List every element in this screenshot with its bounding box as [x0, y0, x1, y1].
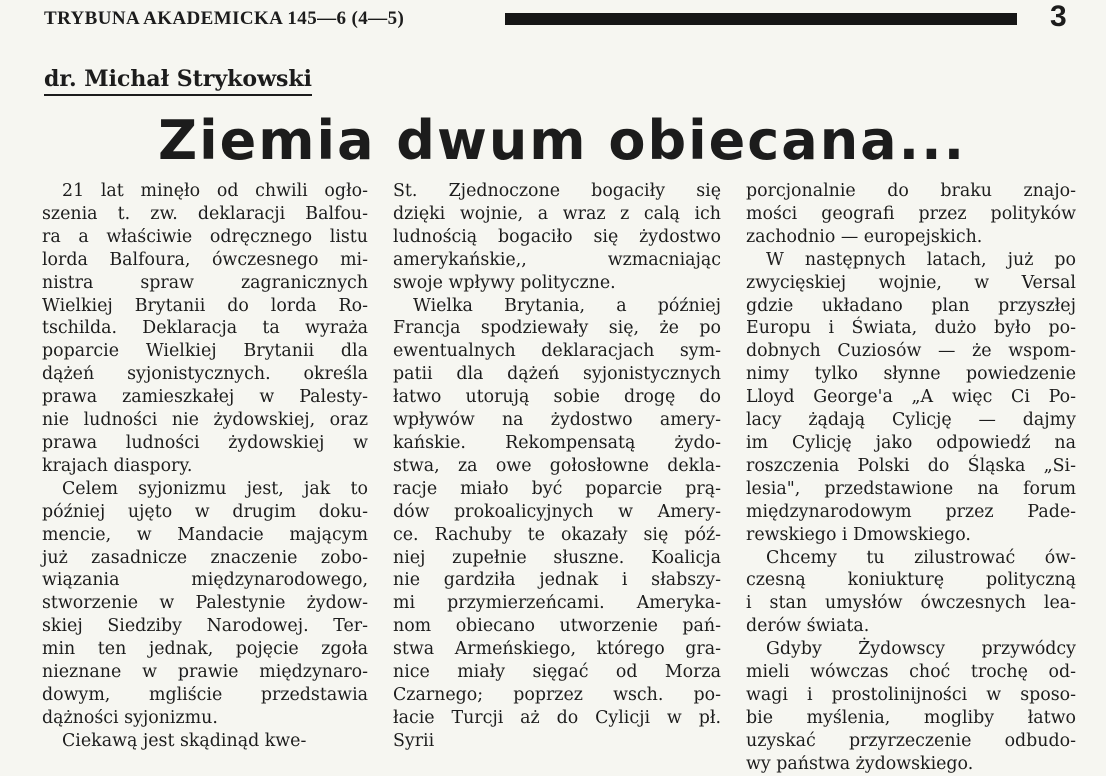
text-line: tschilda. Deklaracja ta wyraża [42, 318, 368, 339]
text-line: wagi i prostolinijności w sposo- [746, 684, 1076, 705]
text-line: nimy tylko słynne powiedzenie [746, 364, 1076, 385]
text-line: nice miały sięgać od Morza [393, 662, 721, 683]
text-line: zachodnio — europejskich. [746, 226, 983, 247]
text-line: uzyskać przyrzeczenie odbudo- [746, 730, 1076, 751]
text-line: Chcemy tu zilustrować ów- [766, 547, 1076, 568]
text-line: wy państwa żydowskiego. [746, 753, 974, 774]
text-line: czesną koniukturę polityczną [746, 570, 1076, 591]
page-number: 3 [1050, 0, 1067, 33]
text-line: lorda Balfoura, ówczesnego mi- [42, 249, 368, 270]
text-line: dów prokoalicyjnych w Amery- [393, 501, 721, 522]
text-line: Syrii [393, 730, 435, 751]
header-rule [505, 13, 1017, 25]
text-line: zwycięskiej wojnie, w Versal [746, 272, 1076, 293]
text-line: później ujęto w drugim doku- [42, 501, 368, 522]
text-line: min ten jednak, pojęcie zgoła [42, 639, 368, 660]
text-line: dobnych Cuziosów — że wspom- [746, 341, 1076, 362]
article-title: Ziemia dwum obiecana... [158, 109, 967, 172]
text-line: 21 lat minęło od chwili ogło- [62, 181, 368, 201]
article-column-3 [746, 180, 1076, 776]
text-line: Francja spodziewały się, że po [393, 318, 721, 339]
text-line: mencie, w Mandacie mającym [42, 524, 368, 545]
text-line: gdzie układano plan przyszłej [746, 295, 1076, 316]
text-line: Celem syjonizmu jest, jak to [62, 478, 368, 499]
text-line: dążności syjonizmu. [42, 707, 218, 728]
text-line: lesia", przedstawione na forum [746, 478, 1076, 499]
text-line: nie ludności nie żydowskiej, oraz [42, 410, 368, 431]
text-line: łacie Turcji aż do Cylicji w pł. [393, 707, 721, 728]
masthead: TRYBUNA AKADEMICKA 145—6 (4—5) [44, 8, 405, 29]
text-line: międzynarodowym przez Pade- [746, 501, 1076, 522]
text-line: ce. Rachuby te okazały się póź- [393, 524, 721, 545]
article-column-2 [393, 180, 721, 753]
text-line: prawa ludności żydowskiej w [42, 432, 368, 453]
text-line: ewentualnych deklaracjach sym- [393, 341, 721, 362]
text-line: krajach diaspory. [42, 455, 193, 476]
text-line: łatwo utorują sobie drogę do [393, 387, 721, 408]
author-byline: dr. Michał Strykowski [44, 66, 312, 96]
text-line: St. Zjednoczone bogaciły się [393, 181, 721, 201]
text-line: prawa zamieszkałej w Palesty- [42, 387, 368, 408]
text-line: i stan umysłów ówczesnych lea- [746, 593, 1076, 614]
text-line: porcjonalnie do braku znajo- [746, 181, 1076, 201]
text-line: derów świata. [746, 616, 870, 637]
text-line: dążeń syjonistycznych. określa [42, 364, 368, 385]
text-line: Wielkiej Brytanii do lorda Ro- [42, 295, 368, 316]
text-line: Gdyby Żydowscy przywódcy [766, 639, 1076, 660]
text-line: Czarnego; poprzez wsch. po- [393, 684, 721, 705]
text-line: rewskiego i Dmowskiego. [746, 524, 971, 545]
text-line: ra a właściwie odręcznego listu [42, 226, 368, 247]
text-line: wiązania międzynarodowego, [42, 570, 368, 591]
text-line: mieli wówczas choć trochę od- [746, 662, 1076, 683]
text-line: poparcie Wielkiej Brytanii dla [42, 341, 368, 362]
text-line: roszczenia Polski do Śląska „Si- [746, 455, 1076, 476]
text-line: dzięki wojnie, a wraz z calą ich [393, 203, 721, 224]
text-line: bie myślenia, mogliby łatwo [746, 707, 1076, 728]
text-line: patii dla dążeń syjonistycznych [393, 364, 721, 385]
text-line: Ciekawą jest skądinąd kwe- [62, 730, 307, 751]
text-line: lacy żądają Cylicję — dajmy [746, 410, 1076, 431]
text-line: swoje wpływy polityczne. [393, 272, 616, 293]
text-line: szenia t. zw. deklaracji Balfou- [42, 203, 368, 224]
text-line: Lloyd George'a „A więc Ci Po- [746, 387, 1076, 408]
text-line: nom obiecano utworzenie pań- [393, 616, 721, 637]
text-line: mości geografi przez polityków [746, 203, 1076, 224]
article-column-1 [42, 180, 368, 753]
text-line: nie gardziła jednak i słabszy- [393, 570, 721, 591]
text-line: stwa Armeńskiego, którego gra- [393, 639, 721, 660]
text-line: dowym, mgliście przedstawia [42, 684, 368, 705]
text-line: ludnością bogaciło się żydostwo [393, 226, 721, 247]
text-line: Wielka Brytania, a później [413, 295, 721, 316]
text-line: skiej Siedziby Narodowej. Ter- [42, 616, 368, 637]
text-line: mi przymierzeńcami. Ameryka- [393, 593, 721, 614]
text-line: kańskie. Rekompensatą żydo- [393, 432, 721, 453]
text-line: stwa, za owe gołosłowne dekla- [393, 455, 721, 476]
text-line: racje miało być poparcie prą- [393, 478, 721, 499]
text-line: amerykańskie,, wzmacniając [393, 249, 721, 270]
text-line: Europu i Świata, dużo było po- [746, 318, 1076, 339]
text-line: im Cylicję jako odpowiedź na [746, 432, 1076, 453]
text-line: stworzenie w Palestynie żydow- [42, 593, 368, 614]
text-line: już zasadnicze znaczenie zobo- [42, 547, 368, 568]
text-line: nistra spraw zagranicznych [42, 272, 368, 293]
text-line: W następnych latach, już po [766, 249, 1076, 270]
text-line: nieznane w prawie międzynaro- [42, 662, 368, 683]
text-line: wpływów na żydostwo amery- [393, 410, 721, 431]
text-line: niej zupełnie słuszne. Koalicja [393, 547, 721, 568]
